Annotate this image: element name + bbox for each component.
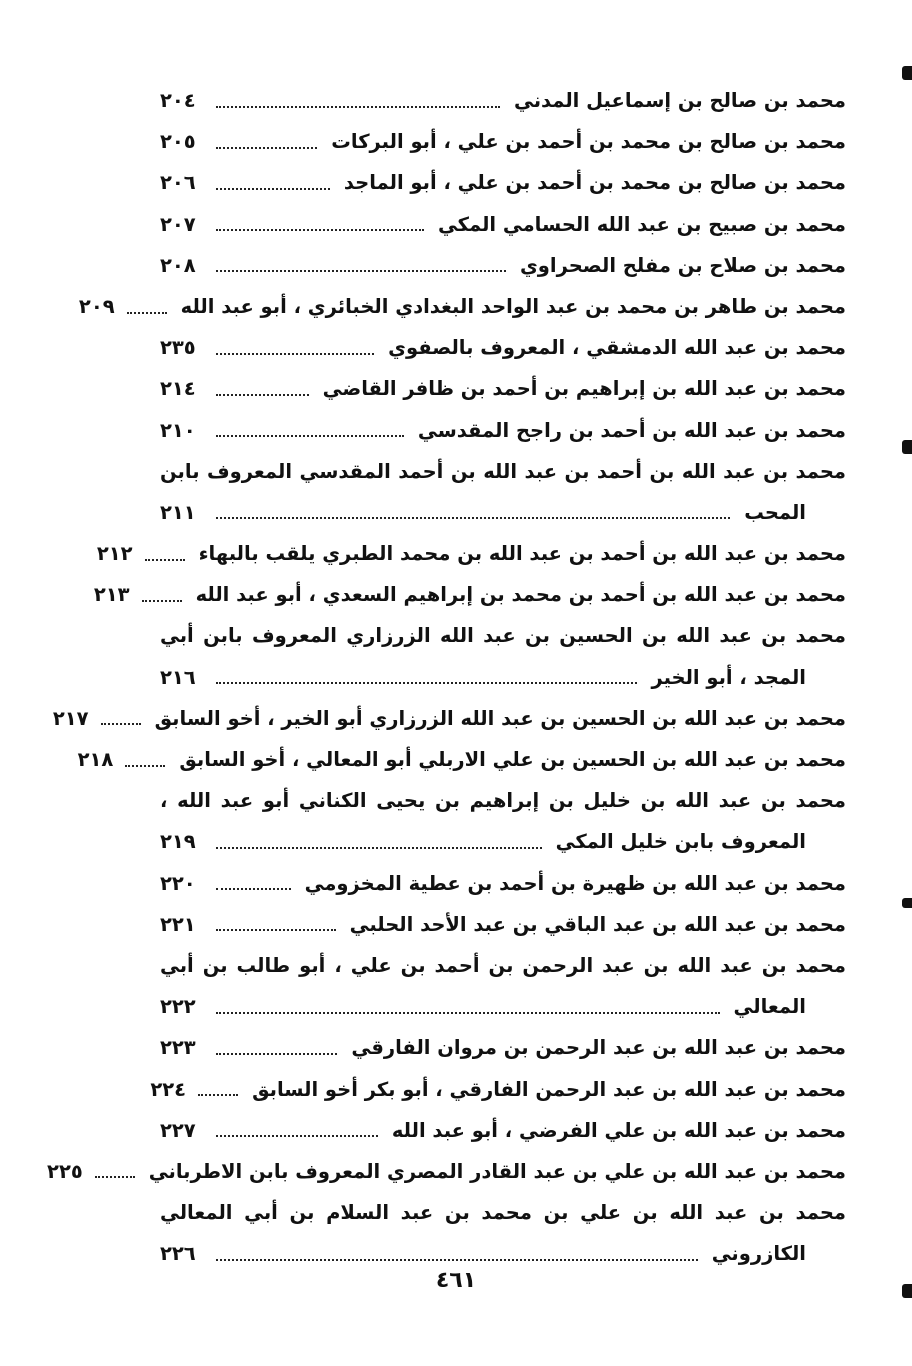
index-entry <box>160 451 846 533</box>
entry-page-number: ٢١٧ <box>52 706 89 730</box>
entry-name: محمد بن عبد الله بن علي بن محمد بن عبد السلام بن أبي المعالي <box>160 1201 846 1225</box>
entry-last-line <box>47 1151 846 1192</box>
entry-name: محمد بن عبد الله الدمشقي ، المعروف بالصفوي <box>388 336 846 360</box>
entry-name: محمد بن صلاح بن مفلح الصحراوي <box>519 253 846 277</box>
entry-last-line <box>78 286 846 327</box>
entry-name: المجد ، أبو الخير <box>651 665 806 689</box>
entry-page-number: ٢١٩ <box>160 830 196 854</box>
entry-name: محمد بن عبد الله بن علي بن عبد القادر المصري المعروف بابن الاطرباني <box>148 1159 846 1183</box>
index-entry <box>93 574 846 615</box>
entry-page-number: ٢٢٢ <box>160 995 196 1019</box>
index-entry <box>160 80 846 121</box>
page-edge-mark <box>902 1284 912 1298</box>
entry-last-line <box>160 245 846 286</box>
dot-leader <box>216 1012 720 1014</box>
entry-last-line <box>160 368 846 409</box>
page-edge-mark <box>902 66 912 80</box>
entry-page-number: ٢٢٥ <box>47 1159 83 1183</box>
index-entries <box>47 80 846 1274</box>
entry-last-line <box>150 1069 846 1110</box>
dot-leader <box>101 723 141 725</box>
entry-last-line <box>160 1110 846 1151</box>
dot-leader <box>127 312 167 314</box>
index-entry <box>160 1110 846 1151</box>
dot-leader <box>216 188 330 190</box>
entry-last-line <box>160 204 846 245</box>
index-entry <box>160 780 846 862</box>
dot-leader <box>216 229 424 231</box>
entry-page-number: ٢١٦ <box>160 665 196 689</box>
entry-last-line <box>160 121 846 162</box>
entry-last-line <box>160 657 846 698</box>
entry-wrapped-line <box>160 945 846 986</box>
page-number: ٤٦١ <box>435 1268 477 1293</box>
entry-name: محمد بن صالح بن محمد بن أحمد بن علي ، أبو الماجد <box>343 171 846 195</box>
dot-leader <box>216 1135 378 1137</box>
entry-name: محمد بن صبيح بن عبد الله الحسامي المكي <box>437 212 846 236</box>
dot-leader <box>216 1259 698 1261</box>
entry-last-line <box>160 80 846 121</box>
entry-last-line <box>160 821 846 862</box>
dot-leader <box>216 517 730 519</box>
dot-leader <box>125 765 165 767</box>
index-entry <box>47 1151 846 1192</box>
index-entry <box>160 162 846 203</box>
entry-name: محمد بن عبد الله بن أحمد بن راجح المقدسي <box>417 418 846 442</box>
index-entry <box>96 533 846 574</box>
entry-name: المحب <box>744 500 806 524</box>
dot-leader <box>145 559 185 561</box>
entry-last-line <box>160 904 846 945</box>
entry-wrapped-line <box>160 780 846 821</box>
entry-name: محمد بن عبد الله بن أحمد بن عبد الله بن أحمد المقدسي المعروف بابن <box>160 459 846 483</box>
entry-page-number: ٢٠٥ <box>160 130 196 154</box>
entry-last-line <box>93 574 846 615</box>
index-entry <box>77 739 846 780</box>
dot-leader <box>216 847 542 849</box>
index-entry <box>160 204 846 245</box>
entry-page-number: ٢٢٠ <box>160 871 196 895</box>
dot-leader <box>216 888 291 890</box>
index-entry <box>52 698 846 739</box>
entry-page-number: ٢١٨ <box>77 748 114 771</box>
index-entry <box>78 286 846 327</box>
entry-name: محمد بن صالح بن محمد بن أحمد بن علي ، أبو البركات <box>331 130 846 154</box>
index-entry <box>160 863 846 904</box>
entry-last-line <box>77 739 846 780</box>
dot-leader <box>216 147 317 149</box>
entry-name: الكازروني <box>711 1242 806 1266</box>
dot-leader <box>216 929 336 931</box>
dot-leader <box>216 353 374 355</box>
entry-page-number: ٢١٤ <box>160 377 196 401</box>
entry-name: محمد بن عبد الله بن الحسين بن عبد الله الزرزاري أبو الخير ، أخو السابق <box>154 706 846 730</box>
index-entry <box>160 327 846 368</box>
dot-leader <box>216 270 506 272</box>
entry-name: محمد بن عبد الله بن أحمد بن عبد الله بن محمد الطبري يلقب بالبهاء <box>198 542 846 566</box>
entry-wrapped-line <box>160 615 846 656</box>
entry-last-line <box>160 492 846 533</box>
page-edge-mark <box>902 898 912 908</box>
entry-name: محمد بن عبد الله بن عبد الرحمن الفارقي ، أبو بكر أخو السابق <box>252 1077 846 1101</box>
entry-page-number: ٢٢٣ <box>160 1036 196 1060</box>
entry-last-line <box>160 327 846 368</box>
entry-name: محمد بن عبد الله بن الحسين بن علي الاربلي أبو المعالي ، أخو السابق <box>179 748 846 771</box>
entry-name: محمد بن طاهر بن محمد بن عبد الواحد البغدادي الخبائري ، أبو عبد الله <box>180 294 846 318</box>
index-entry <box>160 410 846 451</box>
entry-name: محمد بن عبد الله بن إبراهيم بن أحمد بن ظافر القاضي <box>322 377 846 401</box>
dot-leader <box>216 435 404 437</box>
dot-leader <box>216 1053 337 1055</box>
entry-page-number: ٢٣٥ <box>160 336 196 360</box>
entry-name: محمد بن عبد الله بن علي الفرضي ، أبو عبد الله <box>391 1118 846 1142</box>
page-edge-mark <box>902 440 912 454</box>
entry-page-number: ٢٢٧ <box>160 1118 196 1142</box>
dot-leader <box>216 106 500 108</box>
entry-page-number: ٢٠٩ <box>78 294 115 318</box>
entry-page-number: ٢١٢ <box>96 542 133 566</box>
entry-page-number: ٢١١ <box>160 500 196 524</box>
index-entry <box>160 121 846 162</box>
index-entry <box>160 1027 846 1068</box>
entry-name: المعالي <box>733 995 806 1019</box>
dot-leader <box>142 600 182 602</box>
index-entry <box>160 945 846 1027</box>
entry-last-line <box>52 698 846 739</box>
entry-last-line <box>160 986 846 1027</box>
dot-leader <box>216 682 637 684</box>
entry-page-number: ٢٢١ <box>160 912 196 936</box>
entry-name: محمد بن عبد الله بن عبد الرحمن بن أحمد بن علي ، أبو طالب بن أبي <box>160 953 846 977</box>
entry-page-number: ٢٢٤ <box>150 1077 187 1101</box>
entry-wrapped-line <box>160 1192 846 1233</box>
entry-page-number: ٢٠٦ <box>160 171 196 195</box>
dot-leader <box>95 1176 135 1178</box>
entry-page-number: ٢١٣ <box>93 583 130 607</box>
entry-page-number: ٢١٠ <box>160 418 196 442</box>
entry-name: محمد بن عبد الله بن خليل بن إبراهيم بن يحيى الكناني أبو عبد الله ، <box>160 789 846 813</box>
entry-name: محمد بن عبد الله بن ظهيرة بن أحمد بن عطية المخزومي <box>304 871 846 895</box>
index-entry <box>150 1069 846 1110</box>
entry-name: محمد بن عبد الله بن الحسين بن عبد الله الزرزاري المعروف بابن أبي <box>160 624 846 648</box>
index-entry <box>160 1192 846 1274</box>
dot-leader <box>216 394 309 396</box>
entry-name: محمد بن عبد الله بن عبد الباقي بن عبد الأحد الحلبي <box>349 912 846 936</box>
dot-leader <box>198 1094 238 1096</box>
entry-name: المعروف بابن خليل المكي <box>555 830 806 854</box>
entry-page-number: ٢٠٧ <box>160 212 196 236</box>
entry-name: محمد بن عبد الله بن أحمد بن محمد بن إبراهيم السعدي ، أبو عبد الله <box>195 583 846 607</box>
entry-page-number: ٢٠٤ <box>160 89 196 112</box>
entry-last-line <box>96 533 846 574</box>
entry-last-line <box>160 1027 846 1068</box>
entry-last-line <box>160 162 846 203</box>
index-entry <box>160 615 846 697</box>
entry-wrapped-line <box>160 451 846 492</box>
index-entry <box>160 904 846 945</box>
entry-name: محمد بن صالح بن إسماعيل المدني <box>513 89 846 112</box>
index-entry <box>160 245 846 286</box>
entry-page-number: ٢٠٨ <box>160 253 196 277</box>
entry-last-line <box>160 410 846 451</box>
entry-page-number: ٢٢٦ <box>160 1242 196 1266</box>
index-entry <box>160 368 846 409</box>
entry-last-line <box>160 863 846 904</box>
entry-name: محمد بن عبد الله بن عبد الرحمن بن مروان الفارقي <box>351 1036 846 1060</box>
